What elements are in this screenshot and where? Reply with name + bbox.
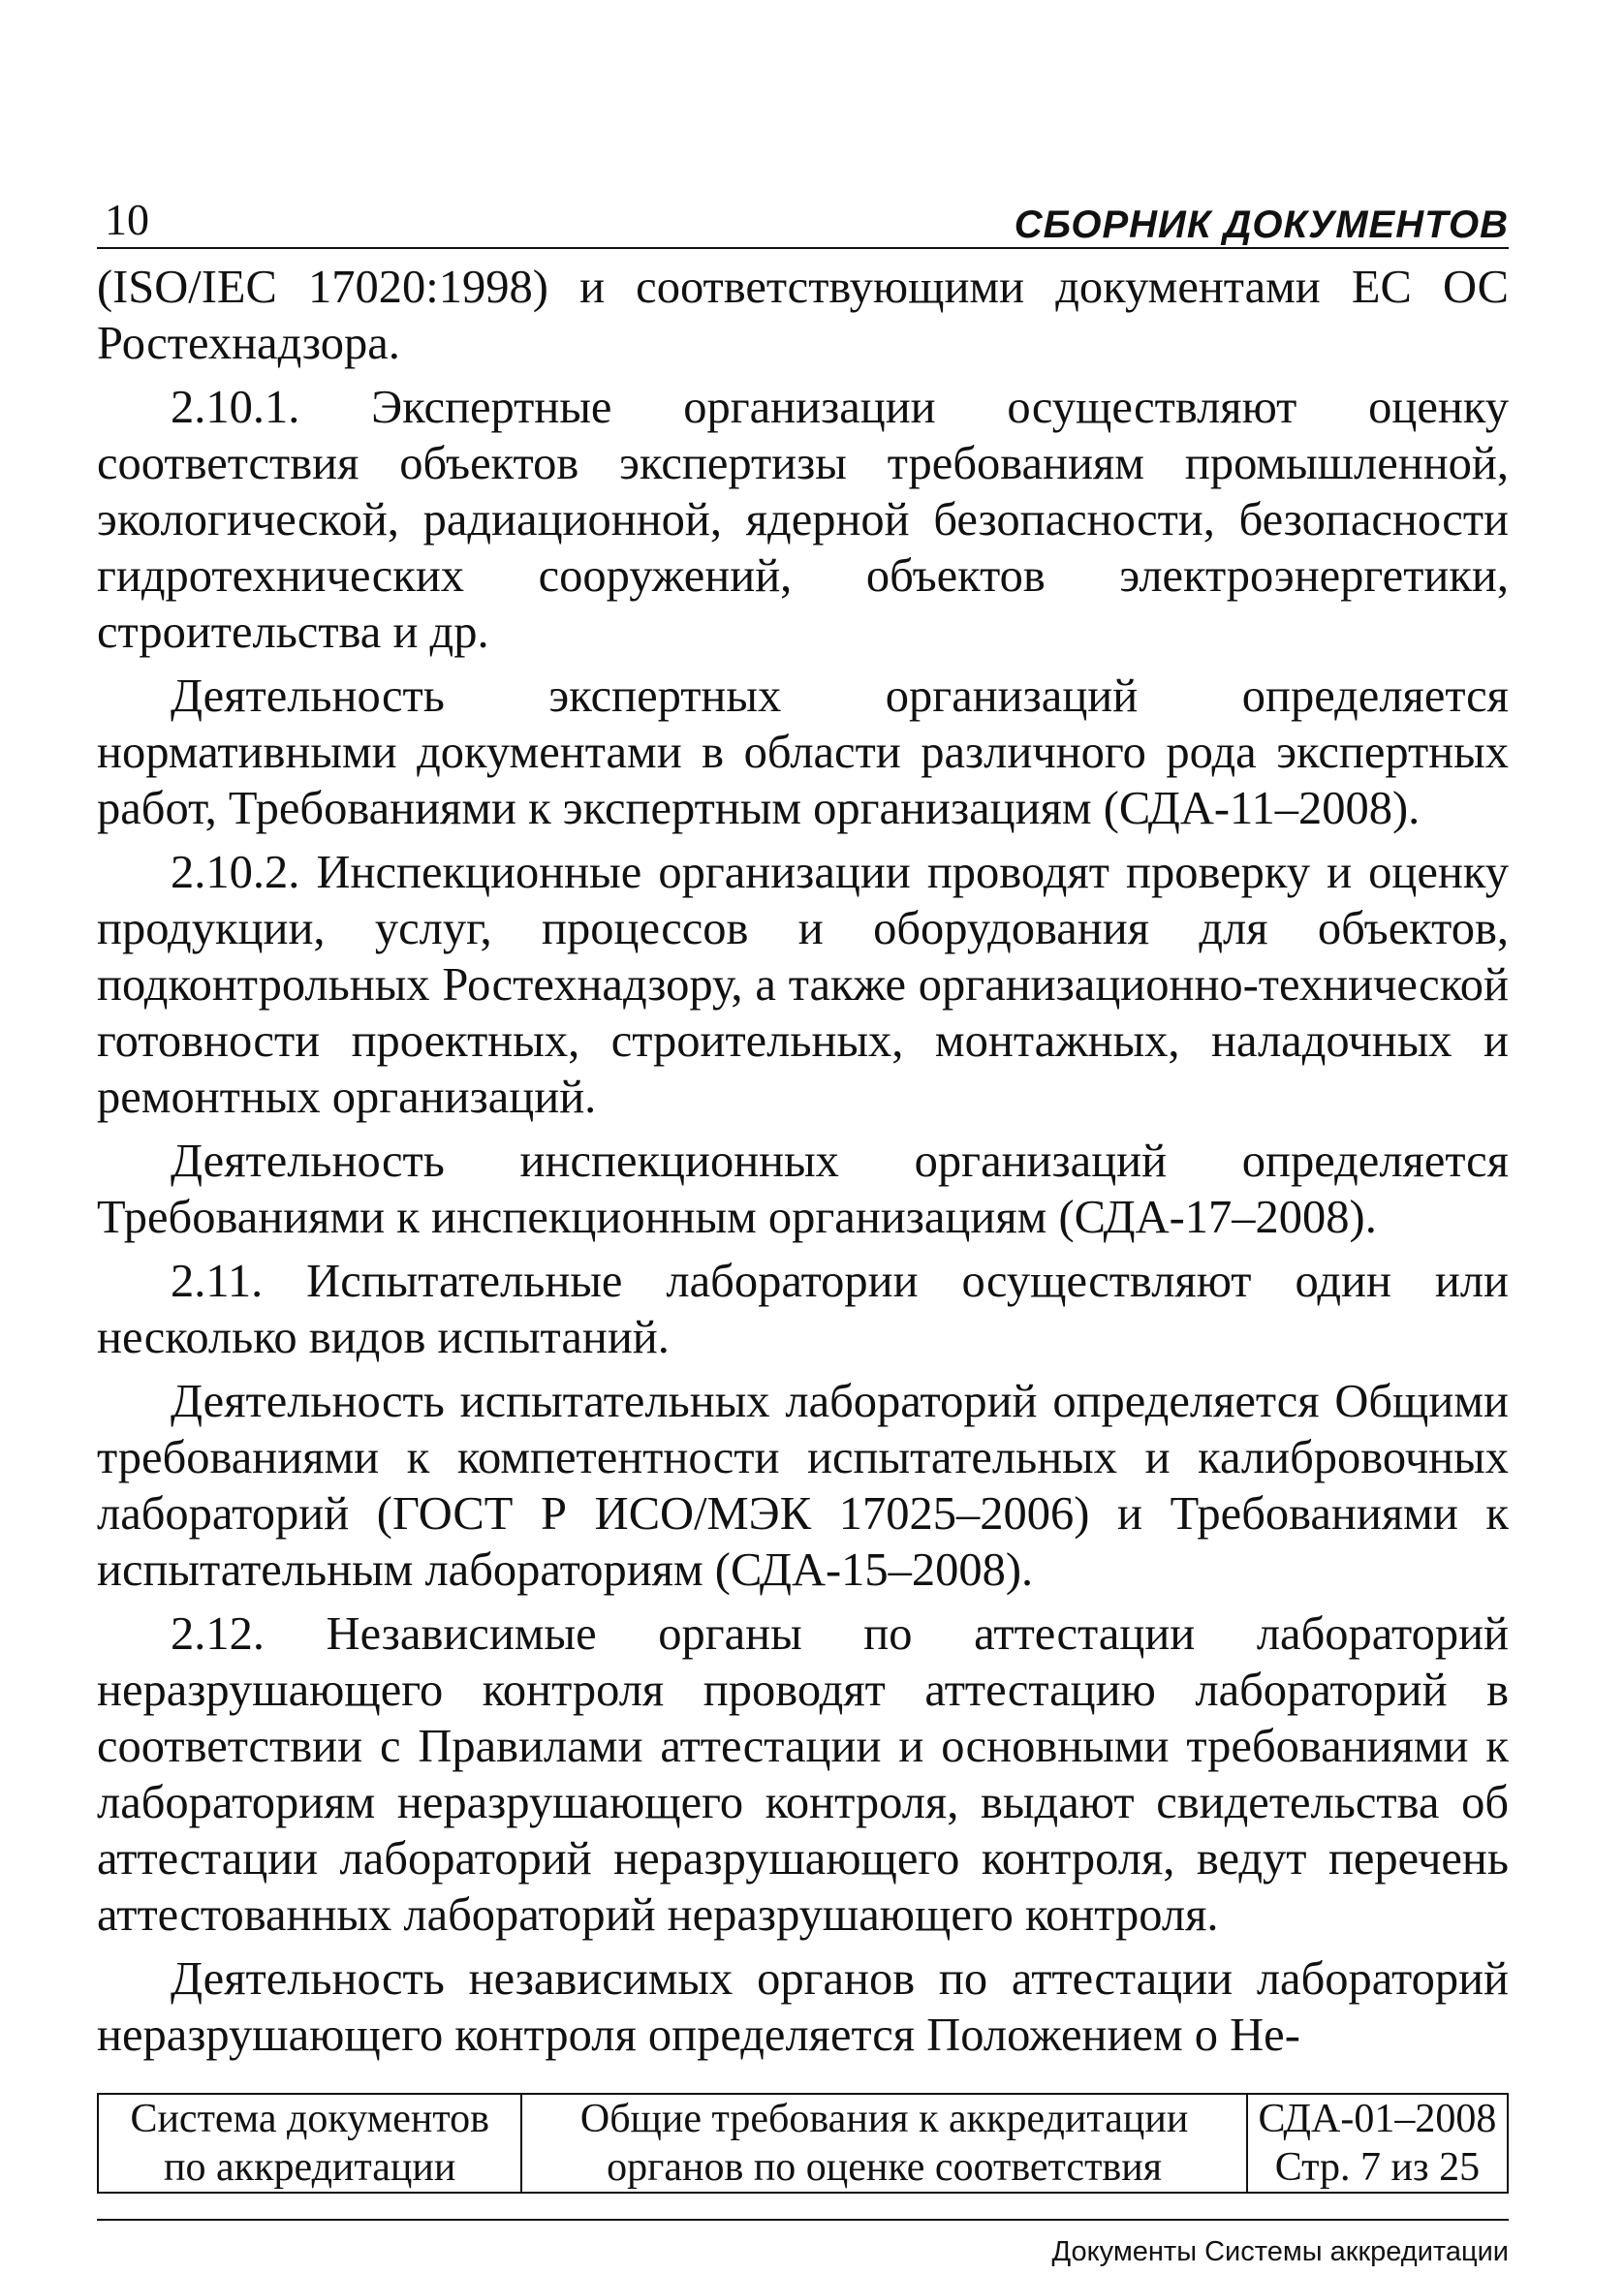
- footer-caption: Документы Системы аккредитации: [1051, 2236, 1509, 2267]
- system-name-cell: [98, 2094, 521, 2193]
- page-header: [97, 189, 1509, 249]
- system-name-line-1: Система документов: [130, 2097, 489, 2141]
- system-name-line-2: по аккредитации: [164, 2145, 456, 2190]
- page-number: 10: [105, 195, 149, 244]
- page-of-total: Стр. 7 из 25: [1274, 2145, 1481, 2190]
- paragraph: (ISO/IEC 17020:1998) и соответствующими документами ЕС ОС Ростехнадзора.: [97, 262, 1509, 369]
- paragraph: 2.10.1. Экспертные организации осуществляют оценку соответствия объектов экспертизы требованиям промышленной, экологической, радиационной, ядерной безопасности, безопасности гидротехнических сооружений, объектов электроэнергетики, строительства и др.: [97, 382, 1509, 658]
- paragraph: Деятельность экспертных организаций определяется нормативными документами в области различного рода экспертных работ, Требованиями к экспертным организациям (СДА-11–2008).: [97, 670, 1509, 834]
- document-title-cell: [521, 2094, 1246, 2193]
- paragraph: 2.10.2. Инспекционные организации проводят проверку и оценку продукции, услуг, процессов и оборудования для объектов, подконтрольных Ростехнадзору, а также организационно-технической готовности проектных, строительных, монтажных, наладочных и ремонтных организаций.: [97, 847, 1509, 1123]
- paragraph: Деятельность независимых органов по аттестации лабораторий неразрушающего контроля определяется Положением о Не-: [97, 1953, 1509, 2061]
- running-title: СБОРНИК ДОКУМЕНТОВ: [1014, 203, 1509, 246]
- paragraph: Деятельность испытательных лабораторий определяется Общими требованиями к компетентности испытательных и калибровочных лабораторий (ГОСТ Р ИСО/МЭК 17025–2006) и Требованиями к испытательным лабораториям (СДА-15–2008).: [97, 1376, 1509, 1596]
- document-info-table: [97, 2093, 1509, 2194]
- paragraph: 2.12. Независимые органы по аттестации лабораторий неразрушающего контроля проводят аттестацию лабораторий в соответствии с Правилами аттестации и основными требованиями к лабораториям неразрушающего контроля, выдают свидетельства об аттестации лабораторий неразрушающего контроля, ведут перечень аттестованных лабораторий неразрушающего контроля.: [97, 1608, 1509, 1941]
- paragraph: Деятельность инспекционных организаций определяется Требованиями к инспекционным организациям (СДА-17–2008).: [97, 1136, 1509, 1243]
- document-title-line-2: органов по оценке соответствия: [607, 2145, 1163, 2190]
- footer-divider: [97, 2219, 1509, 2221]
- body-text: [97, 260, 1509, 2072]
- document-code: СДА-01–2008: [1258, 2097, 1497, 2141]
- paragraph: 2.11. Испытательные лаборатории осуществляют один или несколько видов испытаний.: [97, 1256, 1509, 1363]
- document-title-line-1: Общие требования к аккредитации: [579, 2097, 1189, 2141]
- document-code-cell: [1247, 2094, 1508, 2193]
- table-row: [98, 2094, 1508, 2193]
